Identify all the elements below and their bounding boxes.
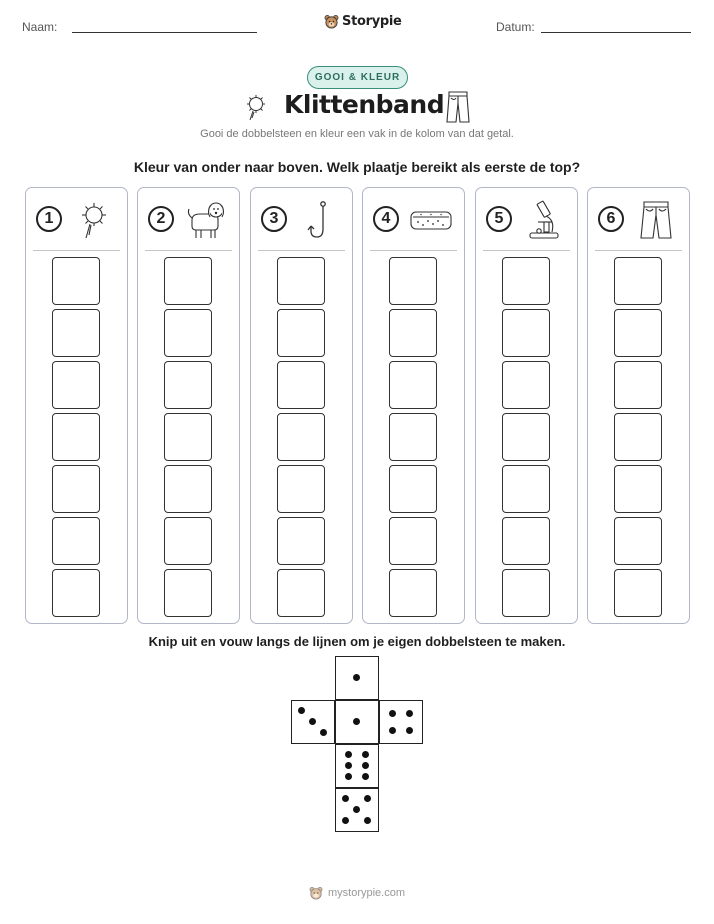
dog-icon (184, 200, 228, 240)
column-header (261, 200, 346, 240)
name-label: Naam: (22, 20, 58, 34)
color-box[interactable] (52, 309, 100, 357)
color-box[interactable] (389, 257, 437, 305)
color-box[interactable] (502, 413, 550, 461)
pip (364, 795, 371, 802)
color-box[interactable] (389, 413, 437, 461)
column-4 (362, 187, 465, 624)
column-5 (475, 187, 578, 624)
date-line[interactable] (541, 32, 691, 33)
color-box[interactable] (389, 517, 437, 565)
color-box[interactable] (389, 361, 437, 409)
color-box[interactable] (164, 257, 212, 305)
column-header (36, 200, 121, 240)
die-face-1 (335, 656, 379, 700)
die-face-3 (291, 700, 335, 744)
column-header (598, 200, 683, 240)
column-2 (137, 187, 240, 624)
column-header (148, 200, 233, 240)
column-divider (370, 250, 457, 251)
pants-icon (444, 90, 472, 124)
color-box[interactable] (614, 413, 662, 461)
pip (353, 806, 360, 813)
column-divider (483, 250, 570, 251)
pip (406, 710, 413, 717)
column-number: 6 (598, 206, 624, 232)
pants-icon (634, 200, 678, 240)
color-box[interactable] (164, 361, 212, 409)
color-box[interactable] (614, 517, 662, 565)
pip (389, 727, 396, 734)
color-box[interactable] (164, 569, 212, 617)
color-box[interactable] (614, 569, 662, 617)
column-1 (25, 187, 128, 624)
color-box[interactable] (277, 569, 325, 617)
sponge-icon (409, 200, 453, 240)
color-box[interactable] (52, 257, 100, 305)
date-label: Datum: (496, 20, 535, 34)
color-box[interactable] (277, 309, 325, 357)
color-box[interactable] (502, 517, 550, 565)
microscope-icon (522, 200, 566, 240)
color-box[interactable] (164, 413, 212, 461)
fish-hook-icon (297, 200, 341, 240)
color-box[interactable] (277, 413, 325, 461)
color-box[interactable] (52, 413, 100, 461)
color-box[interactable] (389, 465, 437, 513)
pip (362, 773, 369, 780)
column-number: 3 (261, 206, 287, 232)
color-box[interactable] (502, 569, 550, 617)
color-box[interactable] (614, 309, 662, 357)
pip (364, 817, 371, 824)
pip (345, 751, 352, 758)
column-divider (595, 250, 682, 251)
brand-name: Storypie (342, 14, 402, 29)
pip (309, 718, 316, 725)
activity-subtitle: Gooi de dobbelsteen en kleur een vak in de kolom van dat getal. (200, 128, 514, 140)
column-number: 2 (148, 206, 174, 232)
color-box[interactable] (164, 465, 212, 513)
color-box[interactable] (502, 465, 550, 513)
bear-icon (324, 14, 339, 29)
color-box[interactable] (277, 361, 325, 409)
pip (342, 817, 349, 824)
die-face-6 (335, 744, 379, 788)
color-box[interactable] (164, 309, 212, 357)
pip (362, 762, 369, 769)
column-divider (145, 250, 232, 251)
color-instruction: Kleur van onder naar boven. Welk plaatje bereikt als eerste de top? (133, 159, 581, 175)
footer (0, 886, 714, 900)
column-number: 1 (36, 206, 62, 232)
column-header (486, 200, 571, 240)
color-box[interactable] (502, 257, 550, 305)
activity-tag: GOOI & KLEUR (307, 66, 408, 89)
color-box[interactable] (614, 465, 662, 513)
color-box[interactable] (277, 465, 325, 513)
pip (389, 710, 396, 717)
column-3 (250, 187, 353, 624)
pip (353, 674, 360, 681)
color-box[interactable] (52, 361, 100, 409)
page-title: Klittenband (284, 90, 445, 119)
color-box[interactable] (52, 517, 100, 565)
cut-instruction: Knip uit en vouw langs de lijnen om je eigen dobbelsteen te maken. (148, 634, 566, 649)
pip (362, 751, 369, 758)
color-box[interactable] (277, 517, 325, 565)
die-face-5 (335, 788, 379, 832)
color-box[interactable] (614, 361, 662, 409)
column-header (373, 200, 458, 240)
color-box[interactable] (52, 465, 100, 513)
pip (342, 795, 349, 802)
bear-icon (309, 886, 323, 900)
column-divider (258, 250, 345, 251)
color-box[interactable] (389, 309, 437, 357)
brand-logo (324, 14, 402, 29)
pip (353, 718, 360, 725)
die-face-4 (379, 700, 423, 744)
pip (406, 727, 413, 734)
pip (345, 773, 352, 780)
color-box[interactable] (502, 361, 550, 409)
color-box[interactable] (277, 257, 325, 305)
pip (345, 762, 352, 769)
color-box[interactable] (164, 517, 212, 565)
pip (298, 707, 305, 714)
color-box[interactable] (389, 569, 437, 617)
color-box[interactable] (502, 309, 550, 357)
die-face-1 (335, 700, 379, 744)
name-line[interactable] (72, 32, 257, 33)
column-number: 4 (373, 206, 399, 232)
burdock-burr-icon (241, 92, 271, 122)
footer-url[interactable]: mystorypie.com (327, 887, 406, 899)
column-number: 5 (486, 206, 512, 232)
burdock-burr-icon (72, 200, 116, 240)
color-box[interactable] (52, 569, 100, 617)
column-6 (587, 187, 690, 624)
pip (320, 729, 327, 736)
column-divider (33, 250, 120, 251)
color-box[interactable] (614, 257, 662, 305)
